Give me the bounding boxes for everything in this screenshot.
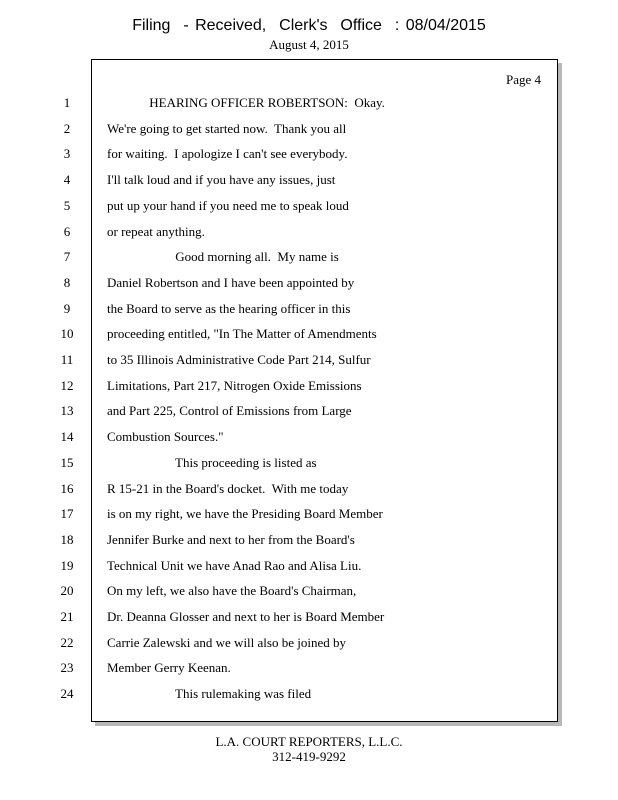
filing-stamp: Filing - Received, Clerk's Office : 08/04/2015	[132, 17, 486, 34]
transcript-line-text: Good morning all. My name is	[107, 249, 339, 264]
hearing-date: August 4, 2015	[269, 37, 349, 52]
transcript-line-text: Limitations, Part 217, Nitrogen Oxide Emissions	[107, 378, 362, 393]
transcript-line-text: R 15-21 in the Board's docket. With me today	[107, 481, 349, 496]
line-number: 22	[60, 635, 74, 650]
line-number: 15	[60, 455, 74, 470]
transcript-line-text: Combustion Sources."	[107, 429, 224, 444]
transcript-line-text: put up your hand if you need me to speak loud	[107, 198, 349, 213]
court-reporter-phone: 312-419-9292	[272, 749, 346, 764]
transcript-line-text: proceeding entitled, "In The Matter of Amendments	[107, 326, 377, 341]
transcript-line-text: Dr. Deanna Glosser and next to her is Board Member	[107, 609, 385, 624]
line-number: 18	[60, 532, 74, 547]
transcript-line-text: the Board to serve as the hearing officer in this	[107, 301, 351, 316]
transcript-line-text: On my left, we also have the Board's Chairman,	[107, 583, 357, 598]
line-number: 24	[60, 686, 74, 701]
transcript-line-text: I'll talk loud and if you have any issues, just	[107, 172, 336, 187]
transcript-line-text: This rulemaking was filed	[107, 686, 312, 701]
court-reporter-name: L.A. COURT REPORTERS, L.L.C.	[215, 734, 403, 749]
line-number: 21	[60, 609, 74, 624]
line-number: 2	[63, 121, 71, 136]
line-number: 20	[60, 583, 74, 598]
transcript-line-text: This proceeding is listed as	[107, 455, 317, 470]
transcript-line-text: Carrie Zalewski and we will also be joined by	[107, 635, 346, 650]
line-number: 17	[60, 506, 74, 521]
line-number: 6	[63, 224, 71, 239]
transcript-line-text: to 35 Illinois Administrative Code Part 214, Sulfur	[107, 352, 371, 367]
line-number: 3	[63, 146, 71, 161]
line-number: 5	[63, 198, 71, 213]
line-number: 13	[60, 403, 74, 418]
transcript-line-text: HEARING OFFICER ROBERTSON: Okay.	[107, 95, 385, 110]
transcript-line-text: We're going to get started now. Thank you all	[107, 121, 347, 136]
line-number: 7	[63, 249, 71, 264]
line-number: 19	[60, 558, 74, 573]
line-number: 4	[63, 172, 71, 187]
transcript-line-text: Jennifer Burke and next to her from the Board's	[107, 532, 355, 547]
transcript-line-text: is on my right, we have the Presiding Board Member	[107, 506, 383, 521]
line-number: 12	[60, 378, 74, 393]
line-number: 23	[60, 660, 74, 675]
page-number: Page 4	[505, 72, 541, 87]
line-number: 1	[63, 95, 71, 110]
transcript-line-text: for waiting. I apologize I can't see everybody.	[107, 146, 348, 161]
transcript-line-text: Technical Unit we have Anad Rao and Alisa Liu.	[107, 558, 362, 573]
transcript-line-text: and Part 225, Control of Emissions from Large	[107, 403, 352, 418]
line-number: 9	[63, 301, 71, 316]
transcript-line-text: or repeat anything.	[107, 224, 205, 239]
line-number: 16	[60, 481, 74, 496]
line-number: 10	[60, 326, 74, 341]
line-number: 14	[60, 429, 74, 444]
line-number: 11	[60, 352, 74, 367]
transcript-line-text: Member Gerry Keenan.	[107, 660, 231, 675]
transcript-line-text: Daniel Robertson and I have been appointed by	[107, 275, 355, 290]
line-number: 8	[63, 275, 71, 290]
